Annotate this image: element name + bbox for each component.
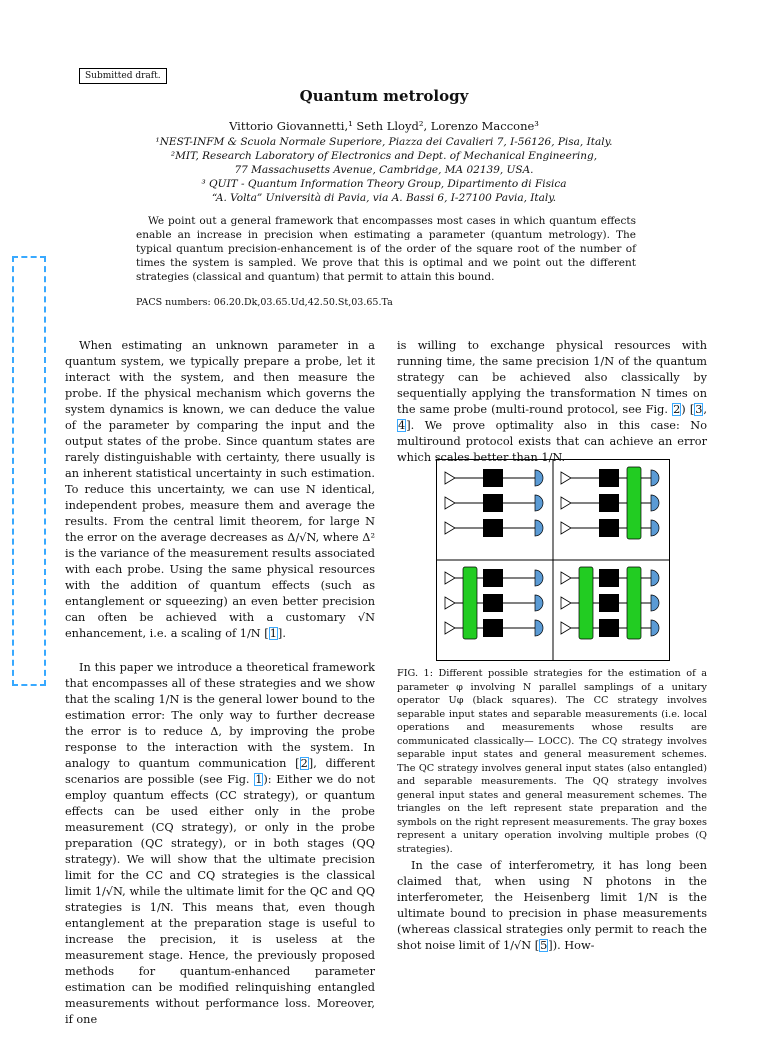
paragraph-text: , — [703, 403, 708, 416]
body-column-right-top — [397, 338, 707, 466]
submitted-draft-badge: Submitted draft. — [79, 68, 167, 84]
entangling-preparation-box — [463, 567, 477, 639]
paragraph-text: . — [282, 627, 286, 640]
measurement-symbol — [535, 595, 543, 611]
unitary-square — [599, 519, 619, 537]
figure-strategies — [436, 459, 670, 661]
preparation-triangle — [445, 597, 455, 609]
measurement-symbol — [651, 470, 659, 486]
selection-border-right — [44, 256, 46, 686]
preparation-triangle — [561, 497, 571, 509]
selection-border-bottom — [12, 684, 46, 686]
paragraph: In this paper we introduce a theoretical framework that encompasses all of these strategies and we show that the scaling 1/N is the general lower bound to the estimation error: The only way to further decrease the error is to reduce Δ, by improving the probe response to the interaction with the system. In analogy to quantum communication [2], different scenarios are possible (see Fig. 1): Either we do not employ quantum effects (CC strategy), or quantum effects can be used either only in the probe measurement (CQ strategy), or only in the probe preparation (QC strategy), or in both stages (QQ strategy). We will show that the ultimate precision limit for the CC and CQ strategies is the classical limit 1/√N, while the ultimate limit for the QC and QQ strategies is 1/N. This means that, even though entanglement at the preparation stage is useful to increase the precision, it is useless at the measurement stage. Hence, the previously proposed methods for quantum-enhanced parameter estimation can be modified relinquishing entangled measurements without performance loss. Moreover, if one — [65, 661, 376, 1026]
unitary-square — [599, 469, 619, 487]
citation-link[interactable]: 4 — [398, 419, 406, 432]
preparation-triangle — [561, 597, 571, 609]
paragraph-text: In the case of interferometry, it has long been claimed that, when using N photons in the interferometer, the Heisenberg limit 1/N is the ultimate bound to precision in phase measurements (whereas classical strategies only permit to reach the shot noise limit of 1/√N — [397, 859, 707, 952]
abstract: We point out a general framework that encompasses most cases in which quantum effects enable an increase in precision when estimating a parameter (quantum metrology). The typical quantum precision-enhancement is of the order of the square root of the number of times the system is sampled. We prove that this is optimal and we point out the different strategies (classical and quantum) that permit to attain this bound. — [136, 215, 636, 283]
entangling-measurement-box — [627, 467, 641, 539]
entangling-preparation-box — [579, 567, 593, 639]
selection-border-top — [12, 256, 46, 258]
measurement-symbol — [651, 570, 659, 586]
measurement-symbol — [535, 620, 543, 636]
unitary-square — [483, 619, 503, 637]
affiliation-line: “A. Volta” Università di Pavia, via A. Bassi 6, I-27100 Pavia, Italy. — [211, 192, 557, 204]
preparation-triangle — [445, 622, 455, 634]
figure-link[interactable]: 2 — [673, 403, 681, 416]
affiliation-line: ²MIT, Research Laboratory of Electronics and Dept. of Mechanical Engineering, — [170, 150, 598, 162]
figure-link[interactable]: 1 — [255, 773, 263, 786]
paragraph-text: is willing to exchange physical resources with running time, the same precision 1/N of the quantum strategy can be achieved also classically by sequentially applying the transformation N times on the same probe (multi-round protocol, see Fig. — [397, 339, 707, 416]
figure-caption: FIG. 1: Different possible strategies for the estimation of a parameter φ involving N parallel samplings of a unitary operator Uφ (black squares). The CC strategy involves separable input states and separable measurements (i.e. local operations and measurements whose results are communicated classically— LOCC). The CQ strategy involves separable input states and general measurement schemes. The QC strategy involves general input states (also entangled) and separable measurements. The QQ strategy involves general input states and general measurement schemes. The triangles on the left represent state preparation and the symbols on the right represent measurements. The gray boxes represent a unitary operation involving multiple probes (Q strategies). — [397, 668, 707, 855]
measurement-symbol — [651, 620, 659, 636]
measurement-symbol — [535, 470, 543, 486]
preparation-triangle — [561, 522, 571, 534]
paragraph-text: In this paper we introduce a theoretical framework that encompasses all of these strategies and we show that the scaling 1/N is the general lower bound to the estimation error: The only way to further decrease the error is to reduce Δ, by improving the probe response to the interaction with the system. In analogy to quantum communication — [65, 661, 375, 770]
unitary-square — [483, 519, 503, 537]
paragraph-text: ). How- — [552, 939, 595, 952]
preparation-triangle — [445, 572, 455, 584]
unitary-square — [483, 569, 503, 587]
unitary-square — [599, 594, 619, 612]
affiliation-line: ³ QUIT - Quantum Information Theory Group, Dipartimento di Fisica — [201, 178, 567, 190]
strategies-diagram — [437, 460, 669, 660]
preparation-triangle — [561, 472, 571, 484]
preparation-triangle — [561, 572, 571, 584]
preparation-triangle — [445, 497, 455, 509]
unitary-square — [599, 494, 619, 512]
paragraph-text: When estimating an unknown parameter in a quantum system, we typically prepare a probe, let it interact with the system, and then measure the probe. If the physical mechanism which governs the system dynamics is known, we can deduce the value of the parameter by comparing the input and the output states of the probe. Since quantum states are rarely distinguishable with certainty, there usually is an inherent statistical uncertainty in such estimation. To reduce this uncertainty, we can use N identical, independent probes, measure them and average the results. From the central limit theorem, for large N the error on the average decreases as Δ/√N, where Δ² is the variance of the measurement results associated with each probe. Using the same physical resources with the addition of quantum effects (such as entanglement or squeezing) an even better precision can often be achieved with a customary √N enhancement, i.e. a scaling of 1/N — [65, 339, 375, 640]
paragraph-text: ]. We prove optimality also in this case: No multiround protocol exists that can achieve an error which scales better than 1/N. — [397, 419, 707, 464]
citation-link[interactable]: 1 — [269, 627, 277, 640]
preparation-triangle — [561, 622, 571, 634]
unitary-square — [483, 494, 503, 512]
measurement-symbol — [535, 520, 543, 536]
paper-title: Quantum metrology — [299, 87, 469, 105]
measurement-symbol — [651, 495, 659, 511]
entangling-measurement-box — [627, 567, 641, 639]
measurement-symbol — [651, 595, 659, 611]
affiliation-line: 77 Massachusetts Avenue, Cambridge, MA 02139, USA. — [234, 164, 534, 176]
citation-link[interactable]: 3 — [695, 403, 703, 416]
affiliations — [0, 135, 768, 205]
citation-link[interactable]: 2 — [300, 757, 308, 770]
paragraph-text: ): Either we do not employ quantum effects (CC strategy), or quantum effects can be used either only in the probe measurement (CQ strategy), or only in the probe preparation (QC strategy), or in both stages (QQ strategy). We will show that the ultimate precision limit for the CC and CQ strategies is the classical limit 1/√N, while the ultimate limit for the QC and QQ strategies is 1/N. This means that, even though entanglement at the preparation stage is useful to increase the precision, it is useless at the measurement stage. Hence, the previously proposed methods for quantum-enhanced parameter estimation can be modified relinquishing entangled measurements without performance loss. Moreover, if one — [65, 773, 375, 1026]
selection-border-left — [12, 256, 14, 686]
measurement-symbol — [651, 520, 659, 536]
unitary-square — [483, 469, 503, 487]
unitary-square — [483, 594, 503, 612]
body-column-left — [65, 338, 375, 1046]
paragraph-text: , different scenarios are possible (see Fig. — [65, 757, 376, 786]
affiliation-line: ¹NEST-INFM & Scuola Normale Superiore, Piazza dei Cavalieri 7, I-56126, Pisa, Italy. — [155, 136, 613, 148]
unitary-square — [599, 619, 619, 637]
body-column-right-bottom — [397, 858, 707, 954]
measurement-symbol — [535, 570, 543, 586]
pacs-numbers: PACS numbers: 06.20.Dk,03.65.Ud,42.50.St,03.65.Ta — [136, 297, 393, 308]
citation-link[interactable]: 5 — [540, 939, 548, 952]
authors: Vittorio Giovannetti,¹ Seth Lloyd², Lorenzo Maccone³ — [229, 119, 539, 133]
preparation-triangle — [445, 522, 455, 534]
paragraph — [397, 338, 707, 466]
preparation-triangle — [445, 472, 455, 484]
unitary-square — [599, 569, 619, 587]
paragraph: When estimating an unknown parameter in a quantum system, we typically prepare a probe, let it interact with the system, and then measure the probe. If the physical mechanism which governs the system dynamics is known, we can deduce the value of the parameter by comparing the input and the output states of the probe. Since quantum states are rarely distinguishable with certainty, there usually is an inherent statistical uncertainty in such estimation. To reduce this uncertainty, we can use N identical, independent probes, measure them and average the results. From the central limit theorem, for large N the error on the average decreases as Δ/√N, where Δ² is the variance of the measurement results associated with each probe. Using the same physical resources with the addition of quantum effects (such as entanglement or squeezing) an even better precision can often be achieved with a customary √N enhancement, i.e. a scaling of 1/N [1]. — [65, 339, 375, 640]
paragraph: In the case of interferometry, it has long been claimed that, when using N photons in the interferometer, the Heisenberg limit 1/N is the ultimate bound to precision in phase measurements (whereas classical strategies only permit to reach the shot noise limit of 1/√N [5]). How- — [397, 859, 707, 952]
measurement-symbol — [535, 495, 543, 511]
paragraph-text: ) [ — [681, 403, 695, 416]
